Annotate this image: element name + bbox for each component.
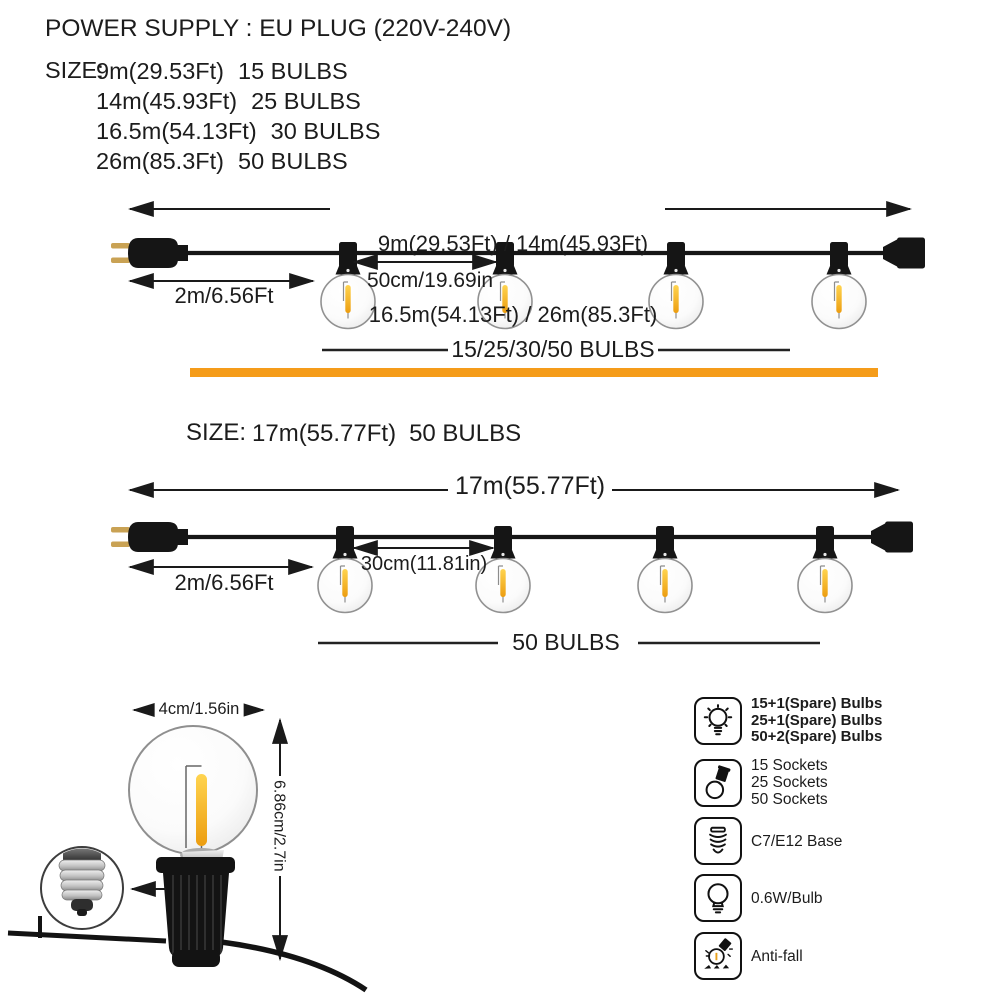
d2-lead-length-label: 2m/6.56Ft [174,570,274,595]
feature-line: 50+2(Spare) Bulbs [751,728,883,745]
size-option-length: 16.5m(54.13Ft) [96,118,257,144]
feature-line: C7/E12 Base [751,832,843,850]
bulb-outline-icon [700,880,736,916]
feature-box [694,874,742,922]
feature-text [751,757,828,808]
screw-base-icon [700,823,736,859]
anti-fall-icon [700,938,736,974]
feature-row-base [694,817,842,865]
feature-line: 0.6W/Bulb [751,889,823,907]
d1-total-length-line1: 9m(29.53Ft) / 14m(45.93Ft) [377,231,649,256]
detail-socket-bottom [172,950,220,967]
lit-bulb-icon [700,703,736,739]
size-heading-label: SIZE: [45,57,104,83]
size-option-row [96,118,380,145]
size2-heading-label: SIZE: [186,419,247,446]
size2-bulbs: 50 BULBS [409,420,522,447]
size-option-length: 14m(45.93Ft) [96,88,238,114]
d1-total-length-line2: 16.5m(54.13Ft) / 26m(85.3Ft) [368,301,658,327]
d2-spacing-label: 30cm(11.81in) [360,553,488,575]
size-option-row [96,88,361,115]
detail-wire-left [8,933,166,941]
d1-eu-plug [111,238,188,268]
d2-bulb-count-label: 50 BULBS [512,629,620,655]
detail-socket-lip [156,857,235,873]
size-option-bulbs: 15 BULBS [238,58,348,84]
feature-row-sockets [694,757,828,808]
bulb-detail-drawing [8,710,366,990]
diagram2-string [111,490,913,643]
feature-row-antifall [694,932,803,980]
d1-bulb-count-label: 15/25/30/50 BULBS [451,336,655,362]
size2-length: 17m(55.77Ft) [252,420,397,447]
feature-text [751,890,823,907]
detail-socket-ribs [173,875,221,958]
detail-wire-right [221,942,366,990]
size-option-bulbs: 25 BULBS [251,88,361,114]
size2-option-row [252,420,521,448]
feature-text [751,696,882,746]
size-option-row [96,148,348,175]
feature-box [694,697,742,745]
d2-end-connector [871,522,913,553]
d1-spacing-label: 50cm/19.69in [366,269,494,292]
detail-height-label: 6.86cm/2.7in [270,776,287,876]
feature-box [694,932,742,980]
feature-box [694,817,742,865]
feature-row-wattage [694,874,823,922]
size-option-bulbs: 50 BULBS [238,148,348,174]
size-option-bulbs: 30 BULBS [270,118,381,144]
feature-line: 50 Sockets [751,791,828,808]
feature-line: 15 Sockets [751,757,828,774]
detail-bulb-glass [129,726,257,854]
power-supply-heading: POWER SUPPLY : EU PLUG (220V-240V) [45,15,512,42]
d1-lead-length-label: 2m/6.56Ft [174,283,274,308]
bulb-socket-icon [700,765,736,801]
feature-line: 15+1(Spare) Bulbs [751,695,883,712]
feature-text [751,833,842,850]
detail-width-label: 4cm/1.56in [155,701,244,719]
feature-box [694,759,742,807]
feature-row-bulbs [694,696,882,746]
size-option-length: 26m(85.3Ft) [96,148,224,174]
d2-total-length-label: 17m(55.77Ft) [454,472,606,500]
feature-line: 25+1(Spare) Bulbs [751,711,883,729]
detail-led-filament [196,774,207,846]
d2-eu-plug [111,522,188,552]
size-option-length: 9m(29.53Ft) [96,58,224,84]
d1-end-connector [883,238,925,269]
feature-text [751,948,803,965]
feature-line: 25 Sockets [751,774,828,791]
feature-line: Anti-fall [751,947,803,965]
size-option-row [96,58,348,85]
